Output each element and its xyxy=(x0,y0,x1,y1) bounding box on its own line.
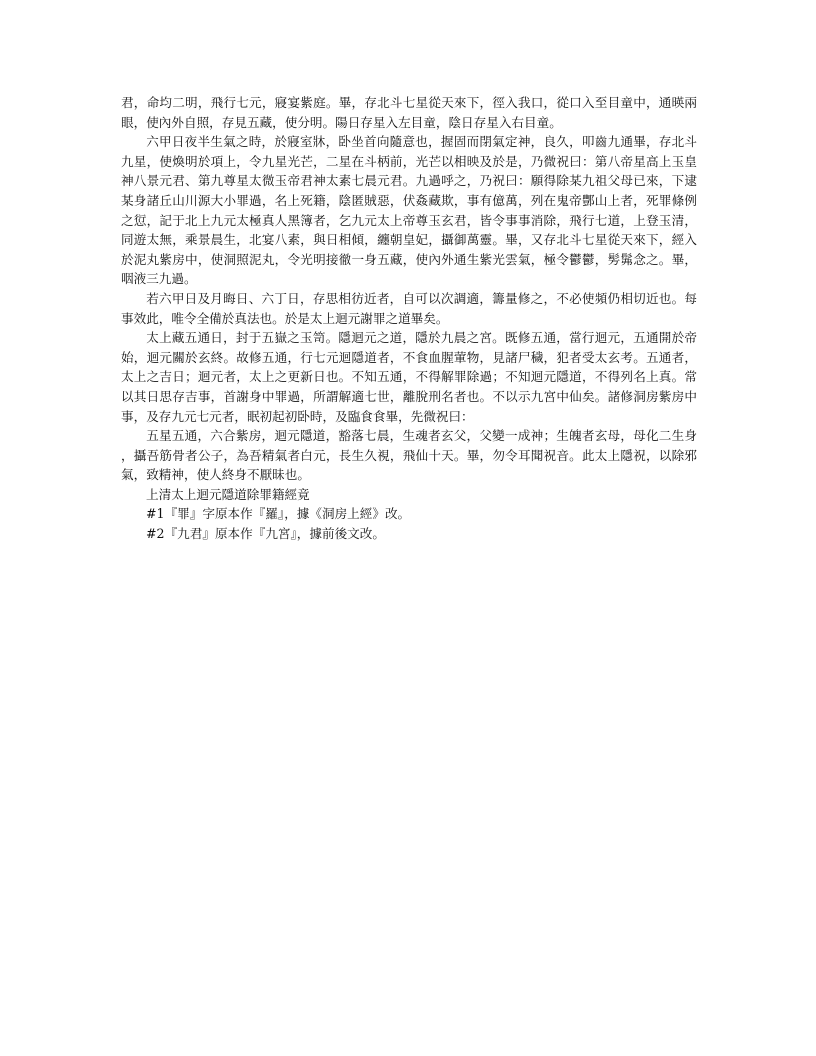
paragraph-3: 若六甲日及月晦日、六丁日，存思相彷近者，自可以次調適，籌量修之，不必使頻仍相切近也。每事效此，唯令全備於真法也。於是太上迴元謝罪之道畢矣。 xyxy=(121,290,697,326)
paragraph-2: 六甲日夜半生氣之時，於寢室牀，卧坐首向隨意也，握固而閉氣定神，良久，叩齒九通畢，存北斗九星，使煥明於項上，令九星光芒，二星在斗柄前，光芒以相映及於是，乃微祝曰：第八帝星高上玉皇神八景元君、第九尊星太微玉帝君神太素七晨元君。九過呼之，乃祝曰：願得除某九祖父母已來，下逮某身諸丘山川源大小罪過，名上死籍，陰匿賊惡，伏姦藏欺，事有億萬，列在鬼帝酆山上者，死罪條例之愆，記于北上九元太極真人黑簿者，乞九元太上帝尊玉玄君，皆令事事消除，飛行七道，上登玉清，同遊太無，乘景晨生，北宴八素，與日相傾，纏朝皇妃，攝御萬靈。畢，又存北斗七星從天來下，經入於泥丸紫房中，使洞照泥丸，令光明接徹一身五藏，使內外通生紫光雲氣，極令鬱鬱，髣髴念之。畢，咽液三九過。 xyxy=(121,134,697,287)
paragraph-1: 君，命均二明，飛行七元，寢宴紫庭。畢，存北斗七星從天來下，徑入我口，從口入至目童中，通暎兩眼，使內外自照，存見五藏，使分明。陽日存星入左目童，陰日存星入右目童。 xyxy=(121,95,697,130)
end-title: 上清太上迴元隱道除罪籍經竟 xyxy=(146,486,310,502)
document-page xyxy=(121,93,697,544)
footnote-2: #2『九君』原本作『九宮』，據前後文改。 xyxy=(146,526,385,542)
footnote-1: #1『罪』字原本作『羅』，據《洞房上經》改。 xyxy=(146,506,411,522)
paragraph-5: 五星五通，六合紫房，迴元隱道，豁落七晨，生魂者玄父，父變一成神；生魄者玄母，母化二生身，攝吾筋骨者公子，為吾精氣者白元，長生久視，飛仙十天。畢，勿令耳聞祝音。此太上隱祝，以除邪氣，致精神，使人終身不厭昧也。 xyxy=(121,428,697,483)
paragraph-4: 太上藏五通日，封于五嶽之玉笥。隱迴元之道，隱於九晨之宮。既修五通，當行迴元，五通開於帝始，迴元關於玄終。故修五通，行七元迴隱道者，不食血腥葷物，見諸尸穢，犯者受太玄考。五通者，太上之吉日；迴元者，太上之更新日也。不知五通，不得解罪除過；不知迴元隱道，不得列名上真。常以其日思存吉事，首謝身中罪過，所謂解適七世，離脫刑名者也。不以示九宮中仙矣。諸修洞房紫房中事，及存九元七元者，眠初起初卧時，及臨食食畢，先微祝曰： xyxy=(121,330,697,424)
